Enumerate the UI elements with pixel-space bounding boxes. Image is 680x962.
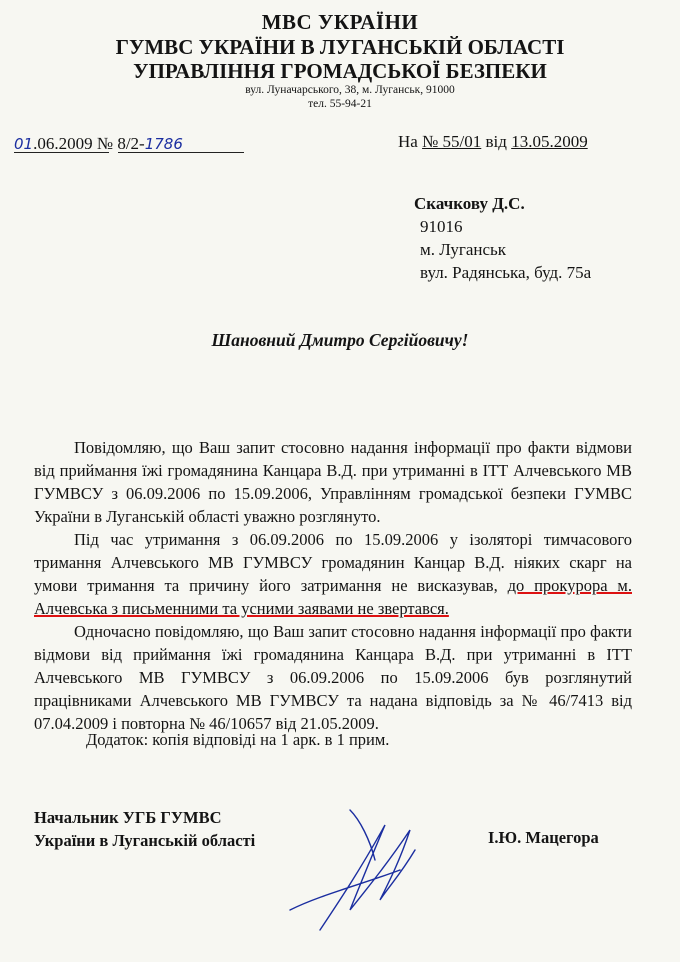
signatory-title-line-2: України в Луганській області xyxy=(34,831,256,850)
signatory-name: І.Ю. Мацегора xyxy=(488,828,599,847)
outgoing-number: 1786 xyxy=(144,135,183,153)
incoming-date-label: від xyxy=(485,132,507,151)
body-paragraph-2-text: Під час утримання з 06.09.2006 по 15.09.2006 у ізоляторі тимчасового тримання Алчевського МВ ГУМВСУ громадянин Канцар В.Д. ніяких скарг на умови тримання та причину його затримання не висказував, xyxy=(34,530,632,595)
body-paragraph-3: Одночасно повідомляю, що Ваш запит стосовно надання інформації про факти відмови від приймання їжі громадянина Канцара В.Д. при утриманні в ІТТ Алчевського МВ ГУМВСУ з 06.09.2006 по 15.09.2006 був розглянутий працівниками Алчевського МВ ГУМВСУ та надана відповідь за № 46/7413 від 07.04.2009 і повторна № 46/10657 від 21.05.2009. xyxy=(34,622,632,733)
attachment-note: Додаток: копія відповіді на 1 арк. в 1 прим. xyxy=(86,730,390,749)
incoming-label: На xyxy=(398,132,418,151)
signatory-title-line-1: Начальник УГБ ГУМВС xyxy=(34,808,222,827)
recipient-street: вул. Радянська, буд. 75а xyxy=(420,263,592,282)
letter-body xyxy=(34,436,632,735)
outgoing-number-line xyxy=(118,152,244,153)
incoming-ref xyxy=(398,132,588,152)
body-paragraph-2 xyxy=(34,528,632,620)
signatory-title xyxy=(34,806,255,852)
header-address: вул. Луначарського, 38, м. Луганськ, 91000 xyxy=(245,84,455,96)
outgoing-ref xyxy=(14,134,183,154)
body-paragraph-1: Повідомляю, що Ваш запит стосовно надання інформації про факти відмови від приймання їжі громадянина Канцара В.Д. при утриманні в ІТТ Алчевського МВ ГУМВСУ з 06.09.2006 по 15.09.2006, Управлінням громадської безпеки ГУМВС України в Луганській області уважно розглянуто. xyxy=(34,438,632,526)
outgoing-date: .06.2009 xyxy=(33,134,93,153)
greeting: Шановний Дмитро Сергійовичу! xyxy=(211,330,469,350)
header-department: ГУМВС УКРАЇНИ В ЛУГАНСЬКІЙ ОБЛАСТІ xyxy=(115,35,565,59)
header-ministry: МВС УКРАЇНИ xyxy=(261,10,419,34)
header-phone: тел. 55-94-21 xyxy=(308,98,372,110)
recipient-city: м. Луганськ xyxy=(420,240,507,259)
incoming-number: № 55/01 xyxy=(422,132,482,151)
outgoing-number-prefix: № 8/2- xyxy=(96,134,145,153)
recipient-name: Скачкову Д.С. xyxy=(414,194,525,213)
outgoing-date-line xyxy=(14,152,109,153)
recipient-block xyxy=(414,192,592,284)
outgoing-day: 01 xyxy=(14,135,34,153)
header-office: УПРАВЛІННЯ ГРОМАДСЬКОЇ БЕЗПЕКИ xyxy=(133,59,547,83)
highlighted-statement: до прокурора м. Алчевська з письменними та усними заявами не звертався. xyxy=(34,576,632,618)
recipient-postcode: 91016 xyxy=(420,217,463,236)
incoming-date: 13.05.2009 xyxy=(511,132,588,151)
handwritten-signature xyxy=(250,790,450,950)
